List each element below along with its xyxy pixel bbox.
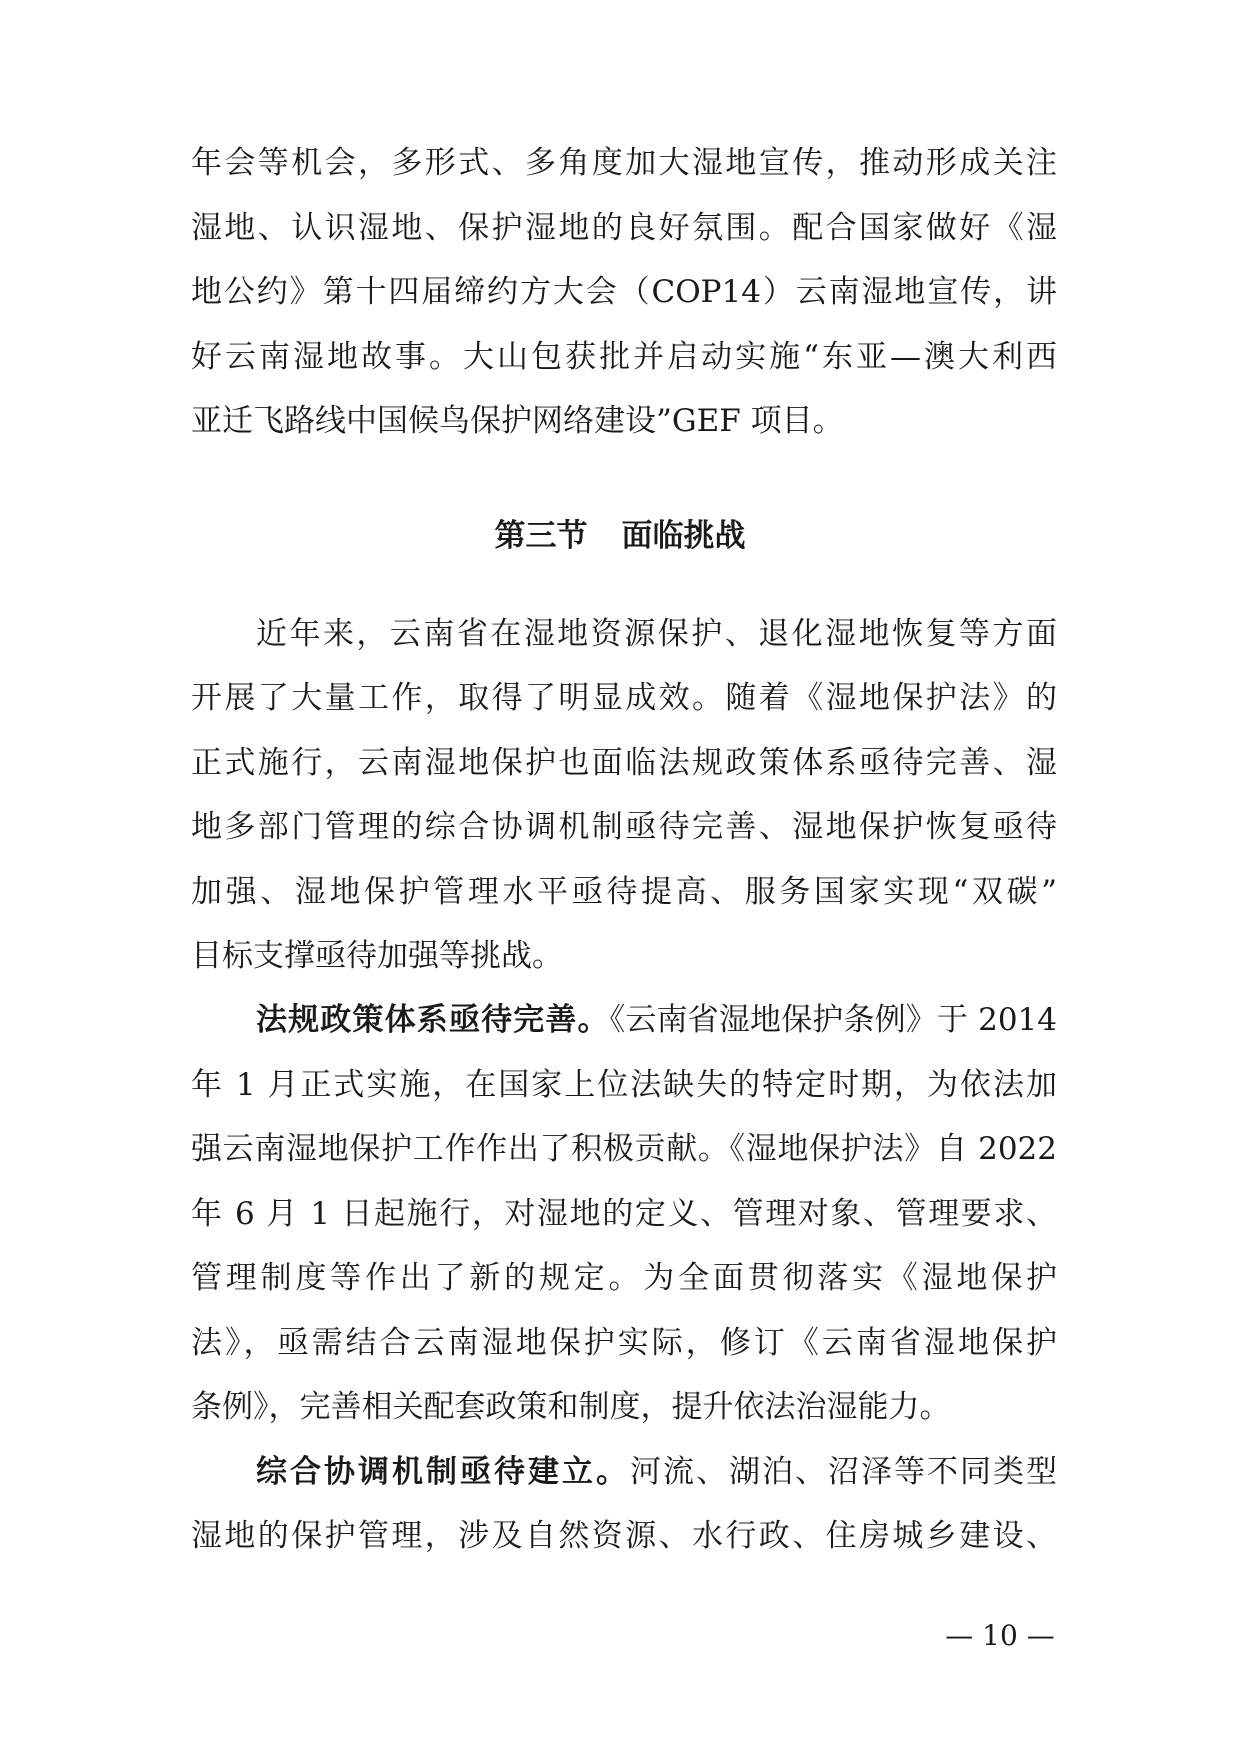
body-text-line: 近年来，云南省在湿地资源保护、退化湿地恢复等方面 bbox=[256, 616, 1057, 652]
section-title: 面临挑战 bbox=[621, 518, 746, 554]
body-text-line: 开展了大量工作，取得了明显成效。随着《湿地保护法》的 bbox=[191, 680, 1057, 716]
body-text-line: 亚迁飞路线中国候鸟保护网络建设”GEF 项目。 bbox=[191, 403, 844, 439]
body-text-line: 法》，亟需结合云南湿地保护实际，修订《云南省湿地保护 bbox=[191, 1325, 1057, 1361]
lead-rest: 河流、湖泊、沼泽等不同类型 bbox=[630, 1454, 1057, 1490]
body-text-line: 好云南湿地故事。大山包获批并启动实施“东亚—澳大利西 bbox=[191, 339, 1057, 375]
section-number: 第三节 bbox=[494, 518, 588, 554]
bold-lead: 法规政策体系亟待完善。 bbox=[256, 1002, 610, 1038]
body-text-line: 加强、湿地保护管理水平亟待提高、服务国家实现“双碳” bbox=[191, 874, 1057, 910]
body-text-line: 正式施行，云南湿地保护也面临法规政策体系亟待完善、湿 bbox=[191, 745, 1057, 781]
lead-rest: 《云南省湿地保护条例》于 2014 bbox=[609, 1002, 1057, 1038]
body-text-line: 管理制度等作出了新的规定。为全面贯彻落实《湿地保护 bbox=[191, 1260, 1057, 1296]
body-text-line: 年会等机会，多形式、多角度加大湿地宣传，推动形成关注 bbox=[191, 145, 1057, 181]
body-text-line bbox=[256, 1000, 1057, 1040]
body-text-line: 年 1 月正式实施，在国家上位法缺失的特定时期，为依法加 bbox=[191, 1067, 1057, 1103]
bold-lead: 综合协调机制亟待建立。 bbox=[256, 1454, 630, 1490]
body-text-line bbox=[256, 1452, 1057, 1492]
body-text-line: 湿地、认识湿地、保护湿地的良好氛围。配合国家做好《湿 bbox=[191, 210, 1057, 246]
body-text-line: 湿地的保护管理，涉及自然资源、水行政、住房城乡建设、 bbox=[191, 1518, 1057, 1554]
body-text-line: 目标支撑亟待加强等挑战。 bbox=[191, 938, 563, 974]
page-number: — 10 — bbox=[945, 1619, 1055, 1652]
body-text-line: 地多部门管理的综合协调机制亟待完善、湿地保护恢复亟待 bbox=[191, 809, 1057, 845]
section-heading bbox=[0, 516, 1240, 556]
body-text-line: 强云南湿地保护工作作出了积极贡献。《湿地保护法》自 2022 bbox=[191, 1131, 1057, 1167]
body-text-line: 年 6 月 1 日起施行，对湿地的定义、管理对象、管理要求、 bbox=[191, 1196, 1057, 1232]
body-text-line: 条例》，完善相关配套政策和制度，提升依法治湿能力。 bbox=[191, 1389, 951, 1425]
body-text-line: 地公约》第十四届缔约方大会（COP14）云南湿地宣传，讲 bbox=[191, 274, 1057, 310]
